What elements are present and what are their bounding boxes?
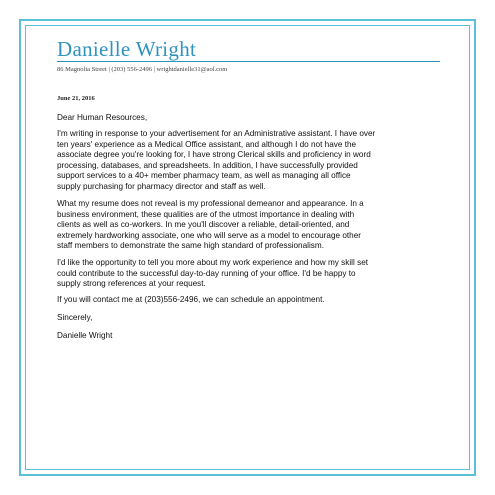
paragraph-3-line: supply strong references at your request.: [57, 279, 206, 289]
closing: Sincerely,: [57, 313, 93, 322]
paragraph-1: [57, 129, 447, 193]
paragraph-1-line: supply purchasing for pharmacy director and staff as well.: [57, 181, 266, 191]
sender-contact-line: 86 Magnolia Street | (203) 556-2496 | wrightdanielle31@aol.com: [57, 66, 228, 73]
paragraph-3-line: I'd like the opportunity to tell you more about my work experience and how my skill set: [57, 258, 369, 267]
paragraph-1-line: ten years' experience as a Medical Office assistant, and although I do not have the: [57, 139, 357, 149]
paragraph-1-line: processing, databases, and spreadsheets. In addition, I have successfully provided: [57, 160, 358, 170]
paragraph-2-line: business environment, these qualities are of the utmost importance in dealing with: [57, 209, 355, 219]
paragraph-1-line: I'm writing in response to your advertisement for an Administrative assistant. I have over: [57, 129, 376, 138]
letter-date: June 21, 2016: [57, 95, 95, 102]
paragraph-1-line: associate degree you're looking for, I have strong Clerical skills and proficiency in word: [57, 150, 371, 160]
paragraph-2-line: extremely hardworking associate, one who will serve as a model to encourage other: [57, 230, 362, 240]
paragraph-4: If you will contact me at (203)556-2496, we can schedule an appointment.: [57, 295, 325, 304]
signature-name: Danielle Wright: [57, 331, 113, 340]
paragraph-3: [57, 258, 447, 290]
paragraph-2-line: staff members to demonstrate the same high standard of professionalism.: [57, 241, 324, 251]
paragraph-3-line: could contribute to the successful day-to-day running of your office. I'd be happy to: [57, 268, 356, 278]
paragraph-2-line: What my resume does not reveal is my professional demeanor and appearance. In a: [57, 199, 364, 208]
paragraph-2: [57, 199, 447, 252]
paragraph-1-line: support services to a 40+ member pharmacy team, as well as managing all office: [57, 171, 351, 181]
header-divider: [57, 61, 440, 62]
salutation: Dear Human Resources,: [57, 113, 148, 122]
paragraph-2-line: clients as well as co-workers. In me you'll discover a reliable, detail-oriented, and: [57, 220, 350, 230]
sender-name: Danielle Wright: [57, 37, 197, 61]
